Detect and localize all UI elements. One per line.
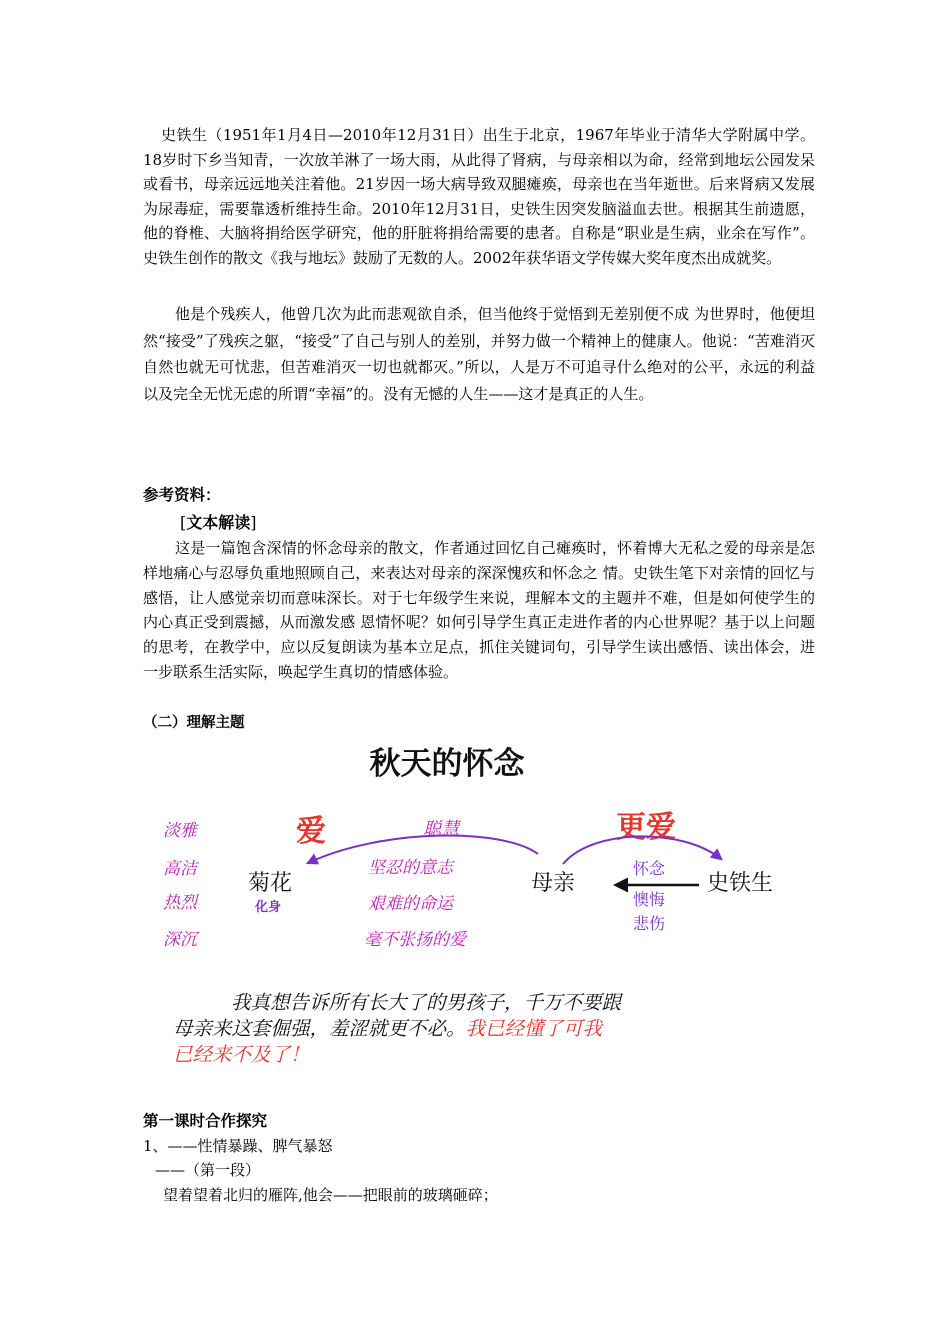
diagram-title: 秋天的怀念 xyxy=(369,746,525,782)
love-label: 爱 xyxy=(296,814,326,849)
quote-line-3 xyxy=(173,1043,310,1066)
text-reading-paragraph: 这是一篇饱含深情的怀念母亲的散文，作者通过回忆自己瘫痪时，怀着博大无私之爱的母亲是怎样地痛心与忍辱负重地照顾自己，来表达对母亲的深深愧疚和怀念之 情。史铁生笔下对亲情的回忆与感悟，让人感觉亲切而意味深长。对于七年级学生来说，理解本文的主题并不难，但是如何使学生的内心真正受到震撼，从而激发感 恩情怀呢？如何引导学生真正走进作者的内心世界呢？基于以上问题的思考，在教学中，应以反复朗读为基本立足点，抓住关键词句，引导学生读出感悟、读出体会，进一步联系生活实际，唤起学生真切的情感体验。 xyxy=(143,539,815,681)
mother-trait-2: 艰难的命运 xyxy=(368,894,453,914)
theme-heading: （二）理解主题 xyxy=(143,715,245,731)
quote-line-1-black: 我真想告诉所有长大了的男孩子，千万不要跟 xyxy=(231,991,622,1014)
flower-trait-1: 淡雅 xyxy=(163,821,197,841)
life-view-paragraph: 他是个残疾人，他曾几次为此而悲观欲自杀，但当他终于觉悟到无差别便不成 为世界时，他便坦然“接受”了残疾之躯，“接受”了自己与别人的差别，并努力做一个精神上的健康人。他说：“苦难消灭自然也就无可忧悲，但苦难消灭一切也就都灭。”所以，人是万不可追寻什么绝对的公平，永远的利益以及完全无忧无虑的所谓“幸福”的。没有无憾的人生——这才是真正的人生。 xyxy=(143,305,815,403)
embodiment-label: 化身 xyxy=(255,900,282,915)
flower-trait-4: 深沉 xyxy=(163,930,197,950)
quote-line-1 xyxy=(231,991,624,1014)
bracket-close: ] xyxy=(250,513,257,532)
quote-line-2 xyxy=(173,1017,605,1040)
flower-trait-2: 高洁 xyxy=(163,859,197,879)
flower-trait-3: 热烈 xyxy=(163,893,197,913)
mother-trait-3: 毫不张扬的爱 xyxy=(364,930,466,950)
text-reading-heading xyxy=(180,510,257,533)
lesson-line-2: ——（第一段） xyxy=(155,1161,261,1179)
quote-line-2-black: 母亲来这套倔强，羞涩就更不必。 xyxy=(173,1017,466,1040)
mother-trait-1: 坚忍的意志 xyxy=(368,858,453,878)
lesson-heading: 第一课时合作探究 xyxy=(143,1112,268,1130)
text-reading-title: 文本解读 xyxy=(186,513,251,532)
author-feeling-1: 怀念 xyxy=(633,859,666,878)
author-feeling-3: 悲伤 xyxy=(633,914,666,933)
theme-diagram xyxy=(143,733,823,1078)
mother-label: 母亲 xyxy=(531,871,576,896)
biography-paragraph: 史铁生（1951年1月4日—2010年12月31日）出生于北京，1967年毕业于清华大学附属中学。18岁时下乡当知青，一次放羊淋了一场大雨，从此得了肾病，与母亲相以为命，经常到地坛公园发呆或看书，母亲远远地关注着他。21岁因一场大病导致双腿瘫痪，母亲也在当年逝世。后来肾病又发展为尿毒症，需要靠透析维持生命。2010年12月31日，史铁生因突发脑溢血去世。根据其生前遗愿，他的脊椎、大脑将捐给医学研究，他的肝脏将捐给需要的患者。自称是“职业是生病，业余在写作”。史铁生创作的散文《我与地坛》鼓励了无数的人。2002年获华语文学传媒大奖年度杰出成就奖。 xyxy=(143,126,815,267)
quote-line-3-red: 已经来不及了！ xyxy=(173,1043,310,1066)
more-love-label: 更爱 xyxy=(616,810,676,845)
author-label: 史铁生 xyxy=(707,871,774,896)
author-feeling-2: 懊悔 xyxy=(633,890,666,909)
lesson-line-3: 望着望着北归的雁阵,他会——把眼前的玻璃砸碎； xyxy=(163,1186,498,1204)
reference-heading: 参考资料： xyxy=(143,486,221,504)
bracket-open: [ xyxy=(180,513,187,532)
lesson-line-1: 1、——性情暴躁、脾气暴怒 xyxy=(143,1137,333,1155)
chrysanthemum-label: 菊花 xyxy=(248,871,293,896)
quote-line-2-red: 我已经懂了可我 xyxy=(465,1017,603,1040)
wisdom-label: 聪慧 xyxy=(423,819,459,840)
